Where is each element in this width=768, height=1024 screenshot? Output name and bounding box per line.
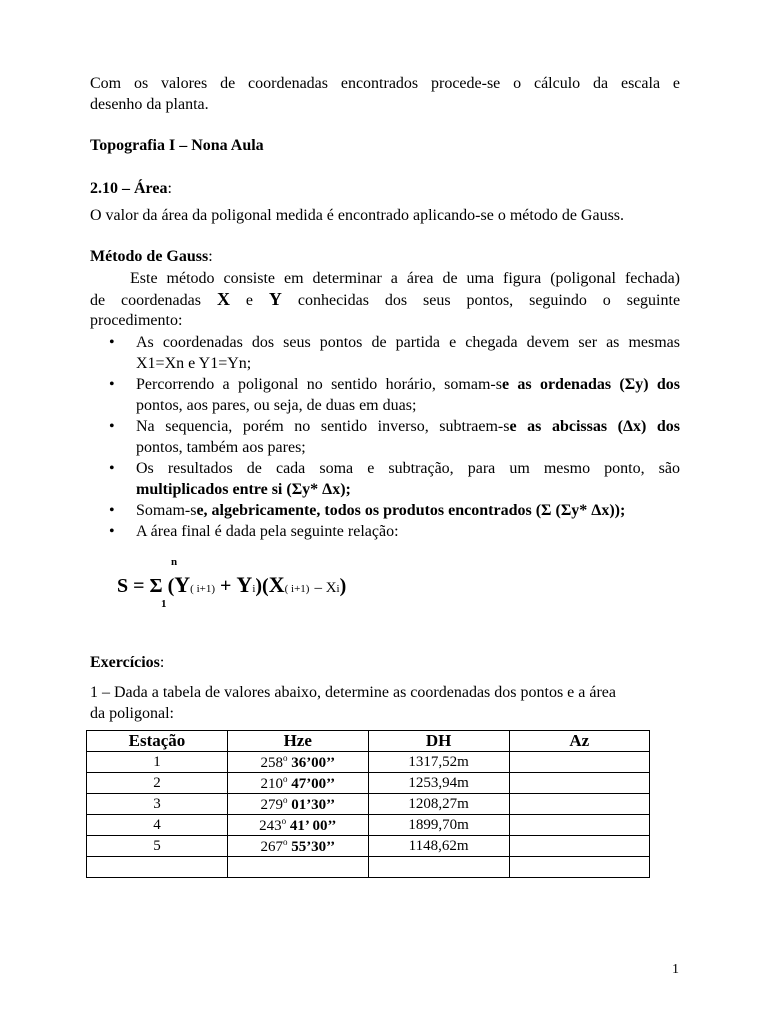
- table-row: [87, 857, 650, 878]
- intro-line-2: desenho da planta.: [90, 96, 209, 113]
- procedure-list: [90, 332, 680, 542]
- cell-az: [509, 752, 649, 773]
- gauss-para-text-a: de coordenadas: [90, 292, 201, 309]
- variable-x: X: [216, 289, 230, 309]
- degree-symbol: o: [282, 752, 288, 763]
- section-heading-text: 2.10 – Área: [90, 180, 168, 197]
- gauss-para-e: e: [245, 292, 253, 309]
- list-item-line-1: [136, 500, 680, 521]
- intro-line-1: Com os valores de coordenadas encontrados procede-se o cálculo da escala e: [90, 75, 680, 92]
- formula-sub2: i: [252, 583, 256, 595]
- table-row: [87, 815, 650, 836]
- cell-hze: [227, 836, 368, 857]
- list-item-line-1: • A área final é dada pela seguinte relação:: [136, 523, 399, 540]
- cell-dh: 1317,52m: [368, 752, 509, 773]
- list-item: [90, 374, 680, 416]
- exercises-heading-text: Exercícios: [90, 654, 160, 671]
- list-item: [90, 416, 680, 458]
- list-item-bold-text: e as abcissas (Δx) dos: [509, 418, 681, 435]
- hze-degrees: 210: [260, 775, 283, 792]
- header-estacao: Estação: [87, 731, 228, 752]
- exercises-heading-colon: :: [159, 654, 165, 671]
- cell-estacao: [87, 857, 228, 878]
- formula-lhs: S = Σ: [117, 575, 163, 597]
- table-header-row: [87, 731, 650, 752]
- cell-hze: [227, 815, 368, 836]
- cell-az: [509, 794, 649, 815]
- cell-az: [509, 815, 649, 836]
- cell-hze: [227, 773, 368, 794]
- section-heading-colon: :: [167, 180, 172, 197]
- cell-estacao: 4: [87, 815, 228, 836]
- cell-hze: [227, 794, 368, 815]
- hze-degrees: 279: [260, 796, 283, 813]
- exercises-heading: [90, 652, 680, 673]
- formula-expression: [117, 572, 346, 598]
- lesson-title: Topografia I – Nona Aula: [90, 137, 264, 154]
- gauss-para-line-1: Este método consiste em determinar a área de uma figura (poligonal fechada): [130, 270, 680, 287]
- formula-x1: X: [268, 572, 285, 597]
- cell-estacao: 2: [87, 773, 228, 794]
- list-item-line-1: • As coordenadas dos seus pontos de partida e chegada devem ser as mesmas: [136, 334, 680, 351]
- hze-minutes-seconds: 47’00’’: [291, 775, 336, 792]
- list-item-line-1: [136, 416, 680, 437]
- page-number: 1: [672, 962, 679, 977]
- list-item: [90, 458, 680, 500]
- cell-dh: 1899,70m: [368, 815, 509, 836]
- gauss-heading-text: Método de Gauss: [90, 248, 209, 265]
- table-body: [87, 752, 650, 878]
- list-item-line-2: pontos, aos pares, ou seja, de duas em duas;: [136, 397, 417, 414]
- gauss-heading: [90, 246, 680, 267]
- exercise-1-line-1: 1 – Dada a tabela de valores abaixo, determine as coordenadas dos pontos e a área: [90, 684, 616, 701]
- formula-y2: Y: [236, 572, 253, 597]
- list-item-bold-text: e as ordenadas (Σy) dos: [501, 376, 680, 393]
- gauss-para-line-2: [90, 289, 680, 311]
- hze-degrees: 267: [260, 838, 283, 855]
- cell-estacao: 1: [87, 752, 228, 773]
- formula-mid: )(: [255, 575, 269, 597]
- cell-estacao: 5: [87, 836, 228, 857]
- list-item-line-2: X1=Xn e Y1=Yn;: [136, 355, 252, 372]
- cell-az: [509, 857, 649, 878]
- cell-dh: 1148,62m: [368, 836, 509, 857]
- cell-dh: 1208,27m: [368, 794, 509, 815]
- hze-degrees: 243: [259, 817, 282, 834]
- degree-symbol: o: [282, 836, 288, 847]
- header-hze: Hze: [227, 731, 368, 752]
- hze-minutes-seconds: 01’30’’: [291, 796, 336, 813]
- sum-lower-limit: 1: [161, 598, 167, 610]
- gauss-para-line-3: procedimento:: [90, 312, 183, 329]
- list-item-line-1: [136, 374, 680, 395]
- table-row: [87, 752, 650, 773]
- cell-dh: 1253,94m: [368, 773, 509, 794]
- data-table: [86, 730, 650, 878]
- formula-sub4: i: [336, 583, 340, 595]
- cell-hze: [227, 857, 368, 878]
- list-item: [90, 332, 680, 374]
- hze-minutes-seconds: 41’ 00’’: [289, 817, 337, 834]
- formula-plus: +: [220, 575, 232, 597]
- degree-symbol: o: [282, 773, 288, 784]
- list-item-text: Somam-s: [136, 502, 197, 519]
- exercise-1-line-2: da poligonal:: [90, 705, 174, 722]
- formula-sub3: ( i+1): [284, 583, 310, 595]
- hze-degrees: 258: [260, 754, 283, 771]
- cell-estacao: 3: [87, 794, 228, 815]
- gauss-heading-colon: :: [208, 248, 213, 265]
- list-item-line-1: • Os resultados de cada soma e subtração, para um mesmo ponto, são: [136, 460, 680, 477]
- section-text: O valor da área da poligonal medida é encontrado aplicando-se o método de Gauss.: [90, 207, 625, 224]
- formula-minus: – X: [314, 580, 337, 596]
- formula-sub1: ( i+1): [190, 583, 216, 595]
- gauss-para-text-b: conhecidas dos seus pontos, seguindo o seguinte: [297, 292, 681, 309]
- hze-minutes-seconds: 36’00’’: [291, 754, 336, 771]
- variable-y: Y: [268, 289, 282, 309]
- degree-symbol: o: [281, 815, 287, 826]
- formula-y1: Y: [174, 572, 191, 597]
- header-dh: DH: [368, 731, 509, 752]
- list-item-bold-text: e, algebricamente, todos os produtos encontrados (Σ (Σy* Δx));: [196, 502, 626, 519]
- table-row: [87, 773, 650, 794]
- formula-open: (: [167, 575, 175, 597]
- formula-close: ): [339, 575, 347, 597]
- cell-dh: [368, 857, 509, 878]
- gauss-formula: [117, 556, 437, 620]
- cell-az: [509, 773, 649, 794]
- list-item-text: Na sequencia, porém no sentido inverso, subtraem-s: [136, 418, 510, 435]
- cell-az: [509, 836, 649, 857]
- header-az: Az: [509, 731, 649, 752]
- section-heading: [90, 178, 680, 199]
- cell-hze: [227, 752, 368, 773]
- table-row: [87, 794, 650, 815]
- list-item-line-2: multiplicados entre si (Σy* Δx);: [136, 481, 351, 498]
- sum-upper-limit: n: [171, 556, 178, 568]
- list-item: [90, 521, 680, 542]
- table-row: [87, 836, 650, 857]
- degree-symbol: o: [282, 794, 288, 805]
- hze-minutes-seconds: 55’30’’: [291, 838, 336, 855]
- list-item: [90, 500, 680, 521]
- list-item-line-2: pontos, também aos pares;: [136, 439, 306, 456]
- list-item-text: Percorrendo a poligonal no sentido horário, somam-s: [136, 376, 502, 393]
